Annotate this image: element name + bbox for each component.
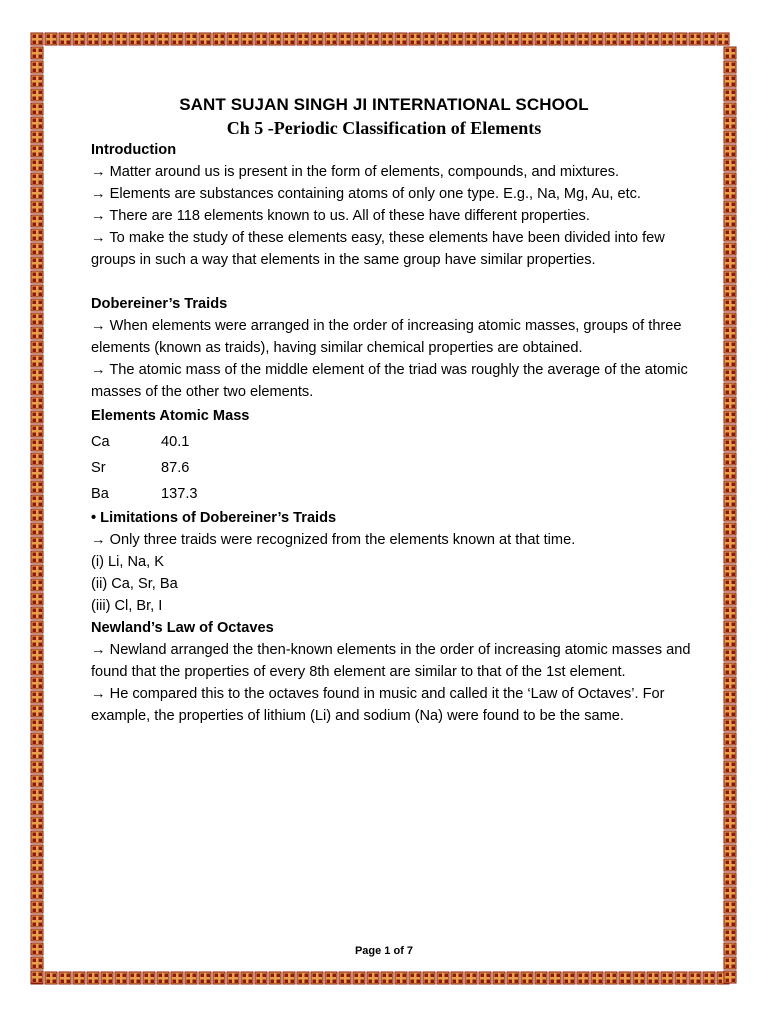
heading-newland: Newland’s Law of Octaves [91,620,274,636]
table-row [91,481,696,507]
table-row [91,455,696,481]
dobereiner-paragraph-2: → The atomic mass of the middle element of the triad was roughly the average of the atomic masses of the other two elements. [91,362,688,400]
heading-introduction: Introduction [91,142,177,158]
atomic-mass: 40.1 [161,434,190,450]
document-body [91,139,696,727]
intro-paragraph-1: → Matter around us is present in the form of elements, compounds, and mixtures. [91,164,620,180]
table-heading: Elements Atomic Mass [91,408,250,424]
intro-paragraph-4: → To make the study of these elements easy, these elements have been divided into few groups in such a way that elements in the same group have similar properties. [91,230,665,268]
triad-item: (ii) Ca, Sr, Ba [91,576,178,592]
chapter-title: Ch 5 -Periodic Classification of Elements [226,118,542,138]
triad-item: (iii) Cl, Br, I [91,598,163,614]
atomic-mass: 87.6 [161,460,190,476]
intro-paragraph-2: → Elements are substances containing atoms of only one type. E.g., Na, Mg, Au, etc. [91,186,641,202]
atomic-mass-table [91,429,696,507]
intro-paragraph-3: → There are 118 elements known to us. All of these have different properties. [91,208,590,224]
element-symbol: Ba [91,486,109,502]
page-number: Page 1 of 7 [354,945,414,957]
triad-item: (i) Li, Na, K [91,554,164,570]
heading-dobereiner: Dobereiner’s Traids [91,296,228,312]
newland-paragraph-2: → He compared this to the octaves found in music and called it the ‘Law of Octaves’. For example, the properties of lithium (Li) and sodium (Na) were found to be the same. [91,686,665,724]
dobereiner-paragraph-1: → When elements were arranged in the order of increasing atomic masses, groups of three elements (known as traids), having similar chemical properties are obtained. [91,318,682,356]
table-row [91,429,696,455]
atomic-mass: 137.3 [161,486,198,502]
limitations-paragraph: → Only three traids were recognized from the elements known at that time. [91,532,576,548]
school-name: SANT SUJAN SINGH JI INTERNATIONAL SCHOOL [179,95,589,114]
newland-paragraph-1: → Newland arranged the then-known elements in the order of increasing atomic masses and found that the properties of every 8th element are similar to that of the 1st element. [91,642,691,680]
element-symbol: Sr [91,460,106,476]
element-symbol: Ca [91,434,110,450]
heading-limitations: • Limitations of Dobereiner’s Traids [91,510,337,526]
